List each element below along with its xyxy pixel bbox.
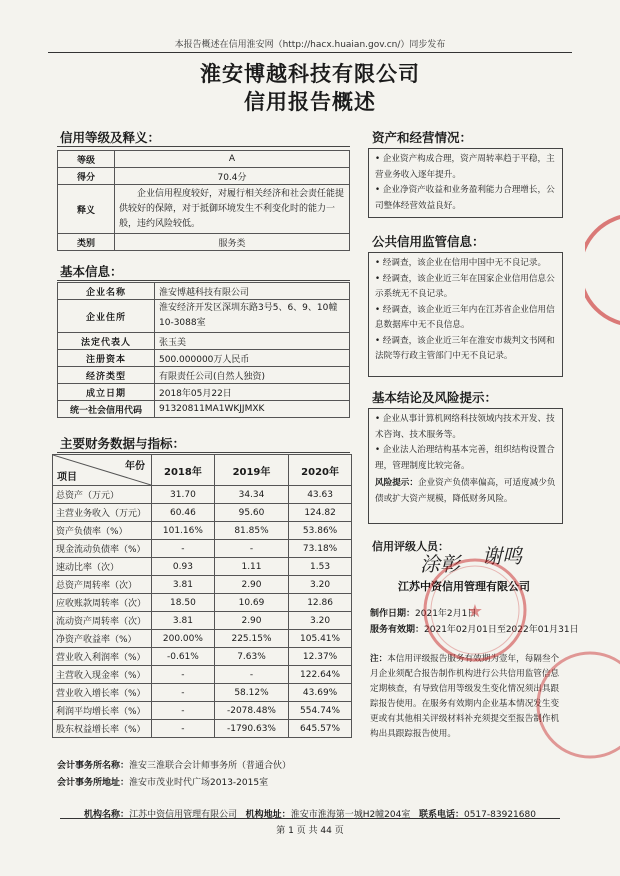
financial-value-cell: -	[152, 702, 215, 720]
financial-value-cell: 200.00%	[152, 630, 215, 648]
financial-value-cell: 60.46	[152, 504, 215, 522]
publish-note: 本报告概述在信用淮安网（http://hacx.huaian.gov.cn/）同步发布	[174, 40, 446, 50]
financial-value-cell: 2.90	[214, 612, 288, 630]
basic-info-title: 基本信息：	[60, 264, 123, 279]
table-row	[53, 720, 352, 738]
table-row	[58, 367, 350, 384]
financial-item-label: 现金流动负债率（%）	[53, 540, 152, 558]
table-row	[58, 333, 350, 350]
list-item: • 企业资产构成合理，资产周转率趋于平稳，主营业务收入逐年提升。	[375, 154, 555, 180]
rating-level-label: 等级	[58, 151, 115, 168]
footer-phone-label: 联系电话：	[418, 810, 464, 820]
financial-value-cell: 95.60	[214, 504, 288, 522]
financial-item-label: 应收账款周转率（次）	[53, 594, 152, 612]
table-row	[53, 630, 352, 648]
financial-item-label: 股东权益增长率（%）	[53, 720, 152, 738]
list-item: • 企业法人治理结构基本完善，组织结构设置合理，管理制度比较完备。	[375, 445, 555, 471]
corner-item-label: 项目	[57, 472, 77, 483]
footer-address-label: 机构地址：	[245, 810, 291, 820]
financial-title: 主要财务数据与指标：	[60, 436, 186, 451]
table-row	[53, 558, 352, 576]
made-date-label: 制作日期：	[370, 609, 416, 619]
financial-item-label: 总资产（万元）	[53, 486, 152, 504]
edge-seal-stamp	[585, 200, 620, 340]
list-item: • 企业净资产收益和业务盈利能力合理增长，公司整体经营效益良好。	[375, 185, 555, 211]
financial-item-label: 流动资产周转率（次）	[53, 612, 152, 630]
public-credit-title: 公共信用监管信息：	[372, 234, 485, 249]
registered-capital-value: 500.000000万人民币	[155, 350, 350, 367]
financial-value-cell: 554.74%	[289, 702, 352, 720]
financial-item-label: 速动比率（次）	[53, 558, 152, 576]
financial-value-cell: 3.20	[289, 612, 352, 630]
financial-item-label: 总资产周转率（次）	[53, 576, 152, 594]
rating-staff-label: 信用评级人员：	[372, 540, 449, 553]
legal-rep-value: 张玉美	[155, 333, 350, 350]
rating-meaning-value: 企业信用程度较好，对履行相关经济和社会责任能提供较好的保障，对于抵御环境发生不利变化时的能力一般，违约风险较低。	[115, 185, 350, 234]
footer-agency-label: 机构名称：	[84, 810, 130, 820]
conclusion-title: 基本结论及风险提示：	[372, 390, 498, 405]
financial-value-cell: -	[152, 720, 215, 738]
table-row	[53, 702, 352, 720]
financial-value-cell: -1790.63%	[214, 720, 288, 738]
company-name-value: 淮安博越科技有限公司	[155, 283, 350, 300]
page-number: 第 1 页 共 44 页	[276, 826, 344, 836]
legal-rep-label: 法定代表人	[58, 333, 155, 350]
company-name-label: 企业名称	[58, 283, 155, 300]
financial-value-cell: -2078.48%	[214, 702, 288, 720]
rating-category-value: 服务类	[115, 234, 350, 251]
founded-date-label: 成立日期	[58, 384, 155, 401]
credit-code-label: 统一社会信用代码	[58, 401, 155, 418]
signature-1: 涂彰	[420, 552, 460, 576]
assets-box	[368, 148, 563, 218]
year-header: 2018年	[152, 455, 215, 486]
financial-value-cell: 1.53	[289, 558, 352, 576]
financial-table	[52, 454, 352, 738]
note-text: 本信用评级报告服务有效期为壹年，每隔叁个月企业须配合报告制作机构进行公共信用监管信息定期核查，有导致信用等级发生变化情况须出具跟踪报告使用。在服务有效期内企业基本情况发生变更或有其他相关评级材料补充须提交至报告制作机构出具跟踪报告使用。	[370, 654, 560, 739]
company-title: 淮安博越科技有限公司	[200, 62, 420, 86]
financial-value-cell: 58.12%	[214, 684, 288, 702]
financial-value-cell: 53.86%	[289, 522, 352, 540]
risk-tip-label: 风险提示：	[375, 478, 418, 488]
accounting-firm-label: 会计事务所名称：	[57, 761, 130, 771]
list-item: • 经调查，该企业近三年在国家企业信用信息公示系统无不良记录。	[375, 273, 555, 299]
financial-item-label: 营业收入增长率（%）	[53, 684, 152, 702]
financial-value-cell: 12.86	[289, 594, 352, 612]
year-header: 2019年	[214, 455, 288, 486]
table-row	[58, 384, 350, 401]
assets-title: 资产和经营情况：	[372, 130, 473, 145]
financial-value-cell: 122.64%	[289, 666, 352, 684]
public-credit-box	[368, 252, 563, 377]
table-row	[58, 185, 350, 234]
financial-value-cell: 124.82	[289, 504, 352, 522]
credit-rating-title: 信用等级及释义：	[60, 130, 161, 145]
financial-value-cell: 43.69%	[289, 684, 352, 702]
financial-value-cell: 3.81	[152, 576, 215, 594]
financial-value-cell: -	[214, 666, 288, 684]
report-title: 信用报告概述	[244, 90, 376, 114]
financial-value-cell: 18.50	[152, 594, 215, 612]
credit-rating-table	[57, 150, 350, 251]
table-row	[53, 684, 352, 702]
financial-value-cell: -	[214, 540, 288, 558]
table-row	[58, 234, 350, 251]
financial-value-cell: 3.81	[152, 612, 215, 630]
financial-item-label: 净资产收益率（%）	[53, 630, 152, 648]
financial-value-cell: 81.85%	[214, 522, 288, 540]
footer-phone-value: 0517-83921680	[463, 810, 536, 820]
table-header-row	[53, 455, 352, 486]
financial-value-cell: -	[152, 684, 215, 702]
accounting-firm-value: 淮安三淮联合会计师事务所（普通合伙）	[129, 761, 292, 771]
financial-value-cell: 31.70	[152, 486, 215, 504]
table-row	[53, 504, 352, 522]
rating-score-label: 得分	[58, 168, 115, 185]
corner-header	[53, 455, 152, 486]
table-row	[53, 486, 352, 504]
table-row	[53, 612, 352, 630]
rating-category-label: 类别	[58, 234, 115, 251]
table-row	[53, 648, 352, 666]
list-item: • 经调查，该企业近三年在淮安市裁判文书网和法院等行政主管部门中无不良记录。	[375, 335, 555, 361]
list-item: • 经调查，该企业在信用中国中无不良记录。	[375, 258, 547, 268]
page-seal-stamp	[520, 640, 620, 770]
financial-value-cell: 12.37%	[289, 648, 352, 666]
table-row	[58, 401, 350, 418]
company-address-value: 淮安经济开发区深圳东路3号5、6、9、10幢10-3088室	[155, 300, 350, 333]
financial-value-cell: 73.18%	[289, 540, 352, 558]
note-label: 注：	[370, 654, 388, 664]
section-rule	[57, 280, 350, 281]
credit-code-value: 91320811MA1WKJJMXK	[155, 401, 350, 418]
table-row	[58, 283, 350, 300]
financial-value-cell: 7.63%	[214, 648, 288, 666]
financial-value-cell: -	[152, 540, 215, 558]
founded-date-value: 2018年05月22日	[155, 384, 350, 401]
economic-type-label: 经济类型	[58, 367, 155, 384]
financial-item-label: 营业收入利润率（%）	[53, 648, 152, 666]
basic-info-table	[57, 282, 350, 418]
financial-value-cell: 1.11	[214, 558, 288, 576]
rating-meaning-label: 释义	[58, 185, 115, 234]
financial-value-cell: 2.90	[214, 576, 288, 594]
footer-agency-value: 江苏中资信用管理有限公司	[129, 810, 238, 820]
section-rule	[57, 146, 350, 147]
financial-value-cell: 34.34	[214, 486, 288, 504]
risk-tip-text: 企业资产负债率偏高，可适度减少负债或扩大资产规模，降低财务风险。	[375, 478, 556, 504]
accounting-address-value: 淮安市茂业时代广场2013-2015室	[129, 778, 269, 788]
table-row	[58, 350, 350, 367]
financial-item-label: 主营收入现金率（%）	[53, 666, 152, 684]
list-item: • 企业从事计算机网络科技领域内技术开发、技术咨询、技术服务等。	[375, 414, 555, 440]
financial-value-cell: 0.93	[152, 558, 215, 576]
table-row	[58, 168, 350, 185]
financial-item-label: 资产负债率（%）	[53, 522, 152, 540]
financial-value-cell: 645.57%	[289, 720, 352, 738]
accounting-firm-line	[57, 758, 291, 771]
company-address-label: 企业住所	[58, 300, 155, 333]
agency-seal-stamp	[420, 555, 530, 665]
footer-address-value: 淮安市淮海第一城H2幢204室	[290, 810, 411, 820]
table-row	[53, 540, 352, 558]
valid-period-value: 2021年02月01日至2022年01月31日	[424, 625, 579, 635]
section-rule	[57, 452, 350, 453]
accounting-address-label: 会计事务所地址：	[57, 778, 130, 788]
rating-level-value: A	[115, 151, 350, 168]
rating-score-value: 70.4分	[115, 168, 350, 185]
conclusion-box	[368, 408, 563, 524]
financial-value-cell: 10.69	[214, 594, 288, 612]
header-divider	[48, 52, 572, 53]
financial-value-cell: 101.16%	[152, 522, 215, 540]
financial-value-cell: 43.63	[289, 486, 352, 504]
table-row	[58, 300, 350, 333]
table-row	[53, 522, 352, 540]
table-row	[53, 576, 352, 594]
table-row	[58, 151, 350, 168]
list-item: • 经调查，该企业近三年内在江苏省企业信用信息数据库中无不良信息。	[375, 304, 555, 330]
table-row	[53, 666, 352, 684]
financial-value-cell: -0.61%	[152, 648, 215, 666]
valid-period-label: 服务有效期：	[370, 625, 425, 635]
made-date-value: 2021年2月1日	[415, 609, 477, 619]
rating-agency-name: 江苏中资信用管理有限公司	[398, 580, 530, 593]
svg-text:★: ★	[466, 601, 484, 622]
financial-item-label: 利润平均增长率（%）	[53, 702, 152, 720]
financial-item-label: 主营业务收入（万元）	[53, 504, 152, 522]
financial-value-cell: 105.41%	[289, 630, 352, 648]
corner-year-label: 年份	[125, 461, 145, 472]
accounting-address-line	[57, 775, 268, 788]
signature-2: 谢鸣	[482, 544, 522, 568]
financial-value-cell: -	[152, 666, 215, 684]
economic-type-value: 有限责任公司(自然人独资)	[155, 367, 350, 384]
financial-value-cell: 225.15%	[214, 630, 288, 648]
footer-info	[0, 807, 620, 820]
table-row	[53, 594, 352, 612]
registered-capital-label: 注册资本	[58, 350, 155, 367]
year-header: 2020年	[289, 455, 352, 486]
risk-tip	[375, 476, 556, 507]
financial-value-cell: 3.20	[289, 576, 352, 594]
